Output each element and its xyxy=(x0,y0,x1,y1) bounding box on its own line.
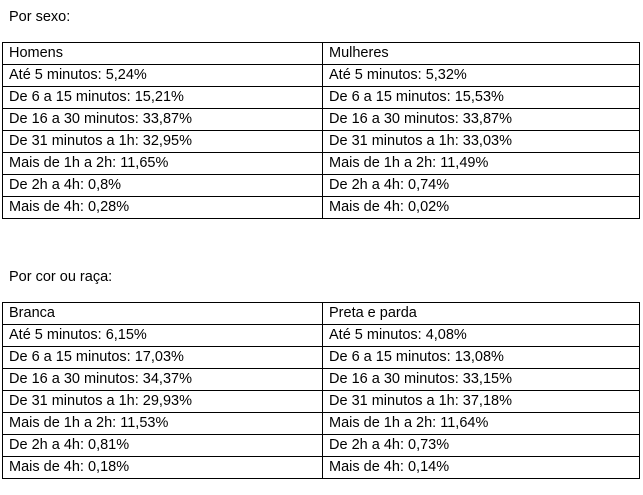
table-cell: Mais de 1h a 2h: 11,65% xyxy=(3,153,323,175)
table-row xyxy=(3,457,640,479)
table-row xyxy=(3,153,640,175)
table-row xyxy=(3,175,640,197)
table-por-sexo xyxy=(2,42,640,219)
table-cell: De 16 a 30 minutos: 33,15% xyxy=(323,369,640,391)
table-cell: De 6 a 15 minutos: 15,53% xyxy=(323,87,640,109)
table-cell: Mais de 4h: 0,02% xyxy=(323,197,640,219)
table-row xyxy=(3,435,640,457)
table-cell: De 16 a 30 minutos: 34,37% xyxy=(3,369,323,391)
column-header-mulheres: Mulheres xyxy=(323,43,640,65)
table-row xyxy=(3,65,640,87)
table-cell: Até 5 minutos: 5,24% xyxy=(3,65,323,87)
table-cell: De 31 minutos a 1h: 29,93% xyxy=(3,391,323,413)
table-row xyxy=(3,87,640,109)
table-cell: Mais de 4h: 0,28% xyxy=(3,197,323,219)
table-row xyxy=(3,197,640,219)
table-cell: Mais de 1h a 2h: 11,53% xyxy=(3,413,323,435)
column-header-homens: Homens xyxy=(3,43,323,65)
table-cell: Até 5 minutos: 4,08% xyxy=(323,325,640,347)
table-row xyxy=(3,369,640,391)
table-cell: Até 5 minutos: 6,15% xyxy=(3,325,323,347)
table-cell: Até 5 minutos: 5,32% xyxy=(323,65,640,87)
section-heading-cor-raca: Por cor ou raça: xyxy=(9,269,113,285)
table-cell: De 16 a 30 minutos: 33,87% xyxy=(3,109,323,131)
table-row xyxy=(3,109,640,131)
table-por-cor-raca xyxy=(2,302,640,479)
table-row xyxy=(3,347,640,369)
table-row xyxy=(3,325,640,347)
table-cell: De 31 minutos a 1h: 33,03% xyxy=(323,131,640,153)
table-cell: De 6 a 15 minutos: 15,21% xyxy=(3,87,323,109)
column-header-branca: Branca xyxy=(3,303,323,325)
table-cell: De 6 a 15 minutos: 17,03% xyxy=(3,347,323,369)
table-row xyxy=(3,413,640,435)
table-cell: De 31 minutos a 1h: 37,18% xyxy=(323,391,640,413)
table-header-row xyxy=(3,43,640,65)
table-header-row xyxy=(3,303,640,325)
section-heading-sexo: Por sexo: xyxy=(9,9,71,25)
table-cell: Mais de 1h a 2h: 11,64% xyxy=(323,413,640,435)
table-cell: De 2h a 4h: 0,8% xyxy=(3,175,323,197)
table-cell: Mais de 1h a 2h: 11,49% xyxy=(323,153,640,175)
table-row xyxy=(3,131,640,153)
table-cell: De 31 minutos a 1h: 32,95% xyxy=(3,131,323,153)
table-cell: De 6 a 15 minutos: 13,08% xyxy=(323,347,640,369)
table-cell: De 2h a 4h: 0,81% xyxy=(3,435,323,457)
column-header-preta-parda: Preta e parda xyxy=(323,303,640,325)
table-cell: Mais de 4h: 0,14% xyxy=(323,457,640,479)
table-cell: De 2h a 4h: 0,74% xyxy=(323,175,640,197)
table-cell: Mais de 4h: 0,18% xyxy=(3,457,323,479)
table-cell: De 2h a 4h: 0,73% xyxy=(323,435,640,457)
table-cell: De 16 a 30 minutos: 33,87% xyxy=(323,109,640,131)
table-row xyxy=(3,391,640,413)
